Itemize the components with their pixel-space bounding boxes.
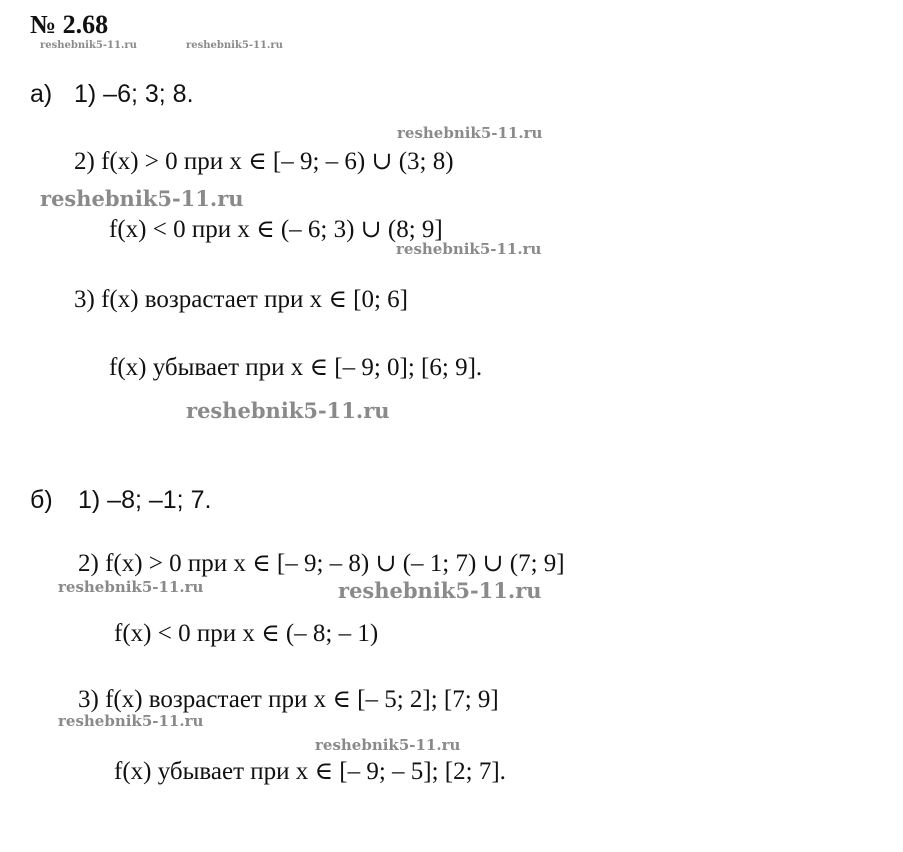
watermark: reshebnik5-11.ru (186, 40, 283, 51)
part-b-step2-negative: f(x) < 0 при x ∈ (– 8; – 1) (114, 620, 379, 647)
watermark: reshebnik5-11.ru (186, 398, 390, 423)
watermark: reshebnik5-11.ru (40, 40, 137, 51)
part-b-marker: б) (30, 486, 53, 514)
part-b-step2-positive: 2) f(x) > 0 при x ∈ [– 9; – 8) ∪ (– 1; 7) ∪ (7; 9] (78, 550, 565, 577)
part-b-step3-increasing: 3) f(x) возрастает при x ∈ [– 5; 2]; [7; 9] (78, 686, 499, 713)
watermark: reshebnik5-11.ru (315, 736, 461, 754)
part-a-marker: а) (30, 80, 53, 108)
watermark: reshebnik5-11.ru (338, 578, 542, 603)
watermark: reshebnik5-11.ru (58, 712, 204, 730)
part-a-step3-decreasing: f(x) убывает при x ∈ [– 9; 0]; [6; 9]. (109, 354, 483, 381)
part-b-step3-decreasing: f(x) убывает при x ∈ [– 9; – 5]; [2; 7]. (114, 758, 506, 785)
problem-title: № 2.68 (30, 10, 109, 39)
watermark: reshebnik5-11.ru (40, 186, 244, 211)
part-a-step2-positive: 2) f(x) > 0 при x ∈ [– 9; – 6) ∪ (3; 8) (74, 148, 454, 175)
watermark: reshebnik5-11.ru (396, 240, 542, 258)
part-a-step3-increasing: 3) f(x) возрастает при x ∈ [0; 6] (74, 286, 408, 313)
watermark: reshebnik5-11.ru (58, 578, 204, 596)
part-a-step1: 1) –6; 3; 8. (74, 80, 194, 108)
part-b-step1: 1) –8; –1; 7. (78, 486, 212, 514)
watermark: reshebnik5-11.ru (397, 124, 543, 142)
part-a-step2-negative: f(x) < 0 при x ∈ (– 6; 3) ∪ (8; 9] (109, 216, 443, 243)
